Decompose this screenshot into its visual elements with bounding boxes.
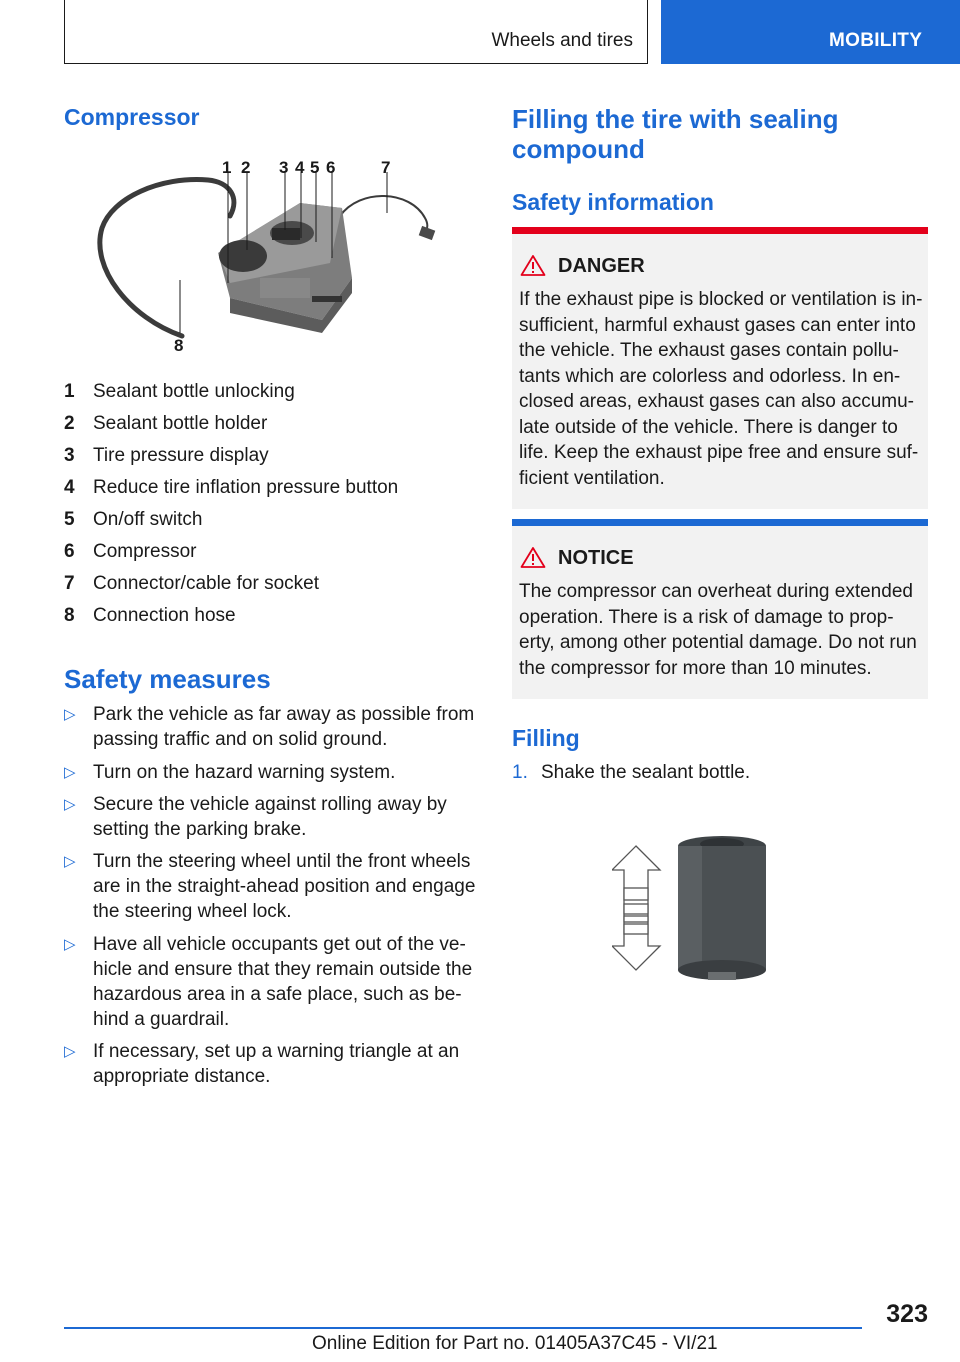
- notice-bar: [512, 519, 928, 526]
- callout-1: 1: [222, 158, 232, 177]
- legend-item: 8 Connection hose: [64, 605, 236, 626]
- callout-8: 8: [174, 336, 184, 355]
- callout-5: 5: [310, 158, 320, 177]
- notice-title: NOTICE: [558, 547, 634, 569]
- compressor-heading: Compressor: [64, 104, 200, 130]
- danger-bar: [512, 227, 928, 234]
- list-item: ▷ Turn on the hazard warning system.: [64, 762, 396, 783]
- list-item: ▷ Secure the vehicle against rolling away by setting the parking brake.: [64, 794, 447, 840]
- legend-item: 1 Sealant bottle unlocking: [64, 381, 295, 402]
- filling-heading: Filling: [512, 725, 580, 751]
- warning-triangle-icon: [520, 254, 546, 277]
- shake-bottle-image: [612, 836, 772, 986]
- callout-6: 6: [326, 158, 336, 177]
- filling-section-heading: Filling the tire with sealing compound: [512, 104, 839, 164]
- list-item: ▷ Park the vehicle as far away as possible from passing traffic and on solid ground.: [64, 704, 475, 750]
- header-section-box: [64, 0, 648, 64]
- callout-3: 3: [279, 158, 289, 177]
- chapter-tab-label: MOBILITY: [829, 30, 923, 51]
- bullet-triangle-icon: ▷: [64, 853, 76, 870]
- legend-item: 4 Reduce tire inflation pressure button: [64, 477, 399, 498]
- header-section-title: Wheels and tires: [491, 30, 633, 51]
- callout-4: 4: [295, 158, 305, 177]
- legend-item: 3 Tire pressure display: [64, 445, 269, 466]
- list-item: ▷ If necessary, set up a warning triangle at an appropriate distance.: [64, 1041, 460, 1087]
- safety-measures-heading: Safety measures: [64, 664, 271, 694]
- chapter-tab[interactable]: [661, 0, 960, 64]
- compressor-image: [90, 158, 470, 358]
- bullet-triangle-icon: ▷: [64, 936, 76, 953]
- notice-text: The compressor can overheat during extended operation. There is a risk of damage to prop‐erty, among other potential damage. Do not run the compressor for more than 10 minutes.: [519, 581, 917, 679]
- compressor-illustration: [90, 158, 470, 358]
- notice-box: [512, 519, 928, 699]
- legend-item: 5 On/off switch: [64, 509, 203, 530]
- sealant-bottle-illustration: [612, 836, 772, 986]
- list-item: ▷ Have all vehicle occupants get out of the ve‐hicle and ensure that they remain outside the hazardous area in a safe place, such as be‐hind a guardrail.: [64, 934, 473, 1030]
- legend-item: 7 Connector/cable for socket: [64, 573, 320, 594]
- legend-item: 6 Compressor: [64, 541, 197, 562]
- danger-box: [512, 227, 928, 509]
- page-number: 323: [886, 1300, 928, 1328]
- footer-edition-text: Online Edition for Part no. 01405A37C45 - VI/21: [312, 1333, 718, 1354]
- bullet-triangle-icon: ▷: [64, 1043, 76, 1060]
- bullet-triangle-icon: ▷: [64, 764, 76, 781]
- shake-arrow-icon: [612, 846, 660, 970]
- step-text: Shake the sealant bottle.: [541, 762, 751, 783]
- callout-2: 2: [241, 158, 251, 177]
- list-item: ▷ Turn the steering wheel until the front wheels are in the straight-ahead position and engage the steering wheel lock.: [64, 851, 476, 922]
- bullet-triangle-icon: ▷: [64, 706, 76, 723]
- legend-item: 2 Sealant bottle holder: [64, 413, 268, 434]
- callout-7: 7: [381, 158, 391, 177]
- warning-triangle-icon: [520, 546, 546, 569]
- bullet-triangle-icon: ▷: [64, 796, 76, 813]
- safety-information-heading: Safety information: [512, 189, 714, 215]
- step-number: 1.: [512, 762, 528, 783]
- danger-title: DANGER: [558, 255, 645, 277]
- danger-text: If the exhaust pipe is blocked or ventilation is in‐sufficient, harmful exhaust gases can enter into the vehicle. The exhaust gases contain pollu‐tants which are colorless and odorless. In en‐closed areas, exhaust gases can also accumu‐late outside of the vehicle. There is danger to life. Keep the exhaust pipe free and ensure suf‐ficient ventilation.: [519, 289, 923, 489]
- footer-divider: [64, 1327, 862, 1329]
